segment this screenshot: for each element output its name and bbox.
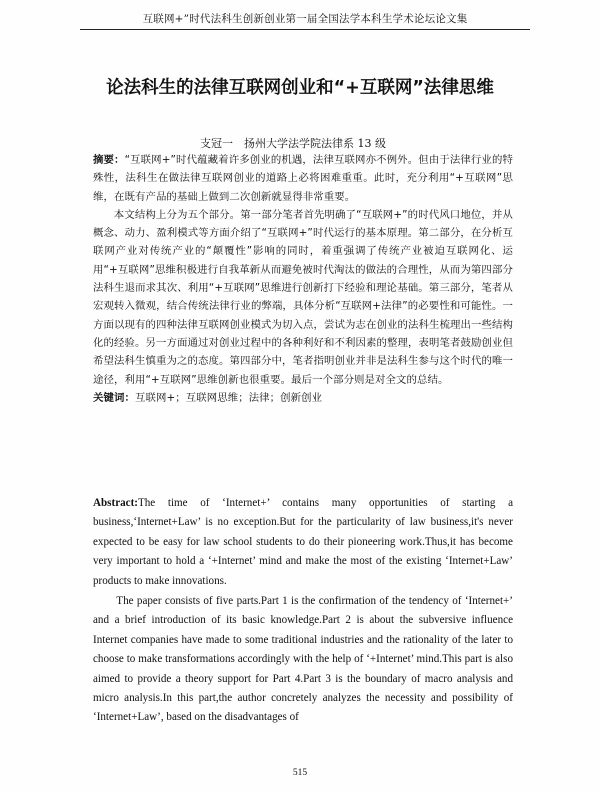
chinese-abstract-paragraph-1	[93, 151, 513, 206]
paper-title: 论法科生的法律互联网创业和“+互联网”法律思维	[106, 78, 494, 98]
keywords-text: 互联网+；互联网思维；法律；创新创业	[134, 391, 323, 404]
english-abstract-section	[93, 494, 513, 728]
chinese-abstract-paragraph-2: 本文结构上分为五个部分。第一部分笔者首先明确了“互联网+”的时代风口地位，并从概念、动力、盈利模式等方面介绍了“互联网+”时代运行的基本原理。第二部分，在分析互联网产业对传统产业的“颠覆性”影响的同时，着重强调了传统产业被迫互联网化、运用“+互联网”思维积极进行自我革新从而避免被时代淘汰的做法的合理性，从而为第四部分法科生退而求其次、利用“+互联网”思维进行创新打下经验和理论基础。第三部分，笔者从宏观转入微观，结合传统法律行业的弊端，具体分析“互联网+法律”的必要性和可能性。一方面以现有的四种法律互联网创业模式为切入点，尝试为志在创业的法科生梳理出一些结构化的经验。另一方面通过对创业过程中的各种利好和不利因素的整理，表明笔者鼓励创业但希望法科生慎重为之的态度。第四部分中，笔者指明创业并非是法科生参与这个时代的唯一途径，利用“+互联网”思维创新也很重要。最后一个部分则是对全文的总结。	[93, 208, 513, 386]
english-abstract-text: The time of ‘Internet+’ contains many opportunities of starting a business,‘Internet+Law’ is no exception.But for the particularity of law business,it's never expected to be easy for law school students to do their pioneering work.Thus,it has become very important to hold a ‘+Internet’ mind and make the most of the existing ‘Internet+Law’ products to make innovations.	[93, 497, 513, 587]
header-rule	[80, 29, 530, 30]
english-abstract-paragraph-2: The paper consists of five parts.Part 1 is the confirmation of the tendency of ‘Internet+’ and a brief introduction of its basic knowledge.Part 2 is about the subversive influence Internet companies have made to some traditional industries and the rationality of the later to choose to make transformations accordingly with the help of ‘+Internet’ mind.This part is also aimed to provide a theory support for Part 4.Part 3 is the boundary of macro analysis and micro analysis.In this part,the author concretely analyzes the necessity and possibility of ‘Internet+Law’, based on the disadvantages of	[93, 595, 513, 724]
page-number: 515	[292, 768, 308, 778]
chinese-abstract-label: 摘要：	[93, 154, 125, 166]
english-abstract-paragraph-1	[93, 494, 513, 591]
chinese-abstract-text: “互联网+”时代蕴藏着许多创业的机遇，法律互联网亦不例外。但由于法律行业的特殊性，法科生在做法律互联网创业的道路上必将困难重重。此时，充分利用“+互联网”思维，在既有产品的基础上做到二次创新就显得非常重要。	[93, 154, 513, 203]
author-line: 支冠一 扬州大学法学院法律系 13 级	[200, 137, 386, 150]
keywords-label: 关键词：	[93, 391, 135, 404]
english-abstract-label: Abstract:	[93, 497, 138, 509]
chinese-abstract-section	[93, 151, 513, 407]
keywords-line	[93, 389, 513, 407]
running-header: 互联网+”时代法科生创新创业第一届全国法学本科生学术论坛论文集	[142, 13, 468, 25]
